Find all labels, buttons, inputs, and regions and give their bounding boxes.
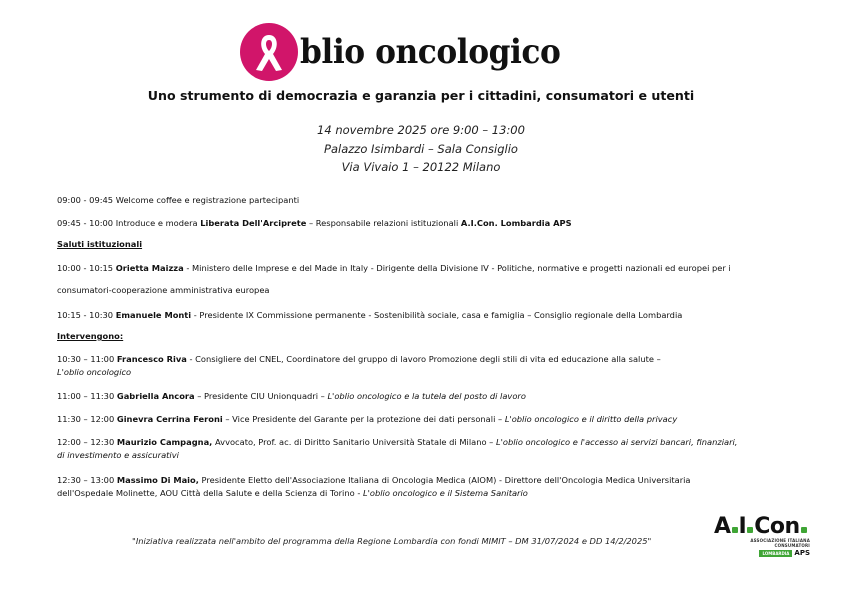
speaker-role: – Presidente CIU Unionquadri – (197, 391, 325, 401)
speaker-org: A.I.Con. Lombardia APS (460, 218, 572, 228)
logo-title: blio oncologico (300, 32, 561, 72)
speaker-role: - Consigliere del CNEL, Coordinatore del gruppo di lavoro Promozione degli stili di vita ed educazione alla salute – (189, 354, 661, 364)
speech-topic: L'oblio oncologico e la tutela del posto di lavoro (327, 391, 526, 401)
green-dot-icon (747, 527, 753, 533)
agenda-text: Introduce e modera (115, 218, 198, 228)
aicon-bottom (714, 549, 810, 557)
agenda-row-speaker5-cont (57, 487, 797, 500)
agenda-time: 10:15 - 10:30 (57, 310, 114, 320)
aicon-aps: APS (794, 549, 810, 557)
event-venue: Palazzo Isimbardi – Sala Consiglio (324, 141, 518, 156)
speaker-role: Presidente Eletto dell'Associazione Italiana di Oncologia Medica (AIOM) - Direttore dell'Oncologia Medica Universitaria (201, 475, 691, 485)
speech-topic: L'oblio oncologico e l'accesso ai servizi bancari, finanziari, (495, 437, 738, 447)
section-speakers: Intervengono: (57, 331, 124, 341)
agenda-row-speaker4 (57, 436, 797, 449)
agenda-row-speaker5 (57, 474, 797, 487)
agenda-time: 11:30 – 12:00 (57, 414, 115, 424)
agenda-row-speaker2 (57, 390, 797, 403)
speaker-name: Gabriella Ancora (116, 391, 195, 401)
agenda-time: 09:45 - 10:00 (57, 218, 114, 228)
agenda-time: 12:00 – 12:30 (57, 437, 115, 447)
aicon-subtitle-2: CONSUMATORI (774, 543, 810, 548)
pink-ribbon-icon (240, 23, 298, 81)
speaker-name: Emanuele Monti (115, 310, 192, 320)
aicon-subtitle-1: ASSOCIAZIONE ITALIANA (750, 538, 810, 543)
speaker-name: Maurizio Campagna, (116, 437, 213, 447)
event-date: 14 novembre 2025 ore 9:00 – 13:00 (317, 123, 525, 137)
event-info (0, 121, 842, 177)
agenda-text: Welcome coffee e registrazione partecipanti (115, 195, 300, 205)
speaker-name: Francesco Riva (116, 354, 187, 364)
speech-topic: di investimento e assicurativi (57, 450, 179, 460)
speaker-role: – Responsabile relazioni istituzionali (308, 218, 459, 228)
agenda-row-greeting1-cont (57, 284, 797, 297)
agenda-row-speaker3 (57, 413, 797, 426)
aicon-region: LOMBARDIA (759, 550, 792, 557)
funding-note: "Iniziativa realizzata nell'ambito del programma della Regione Lombardia con fondi MIMIT – DM 31/07/2024 e DD 14/2/2025" (132, 536, 652, 546)
speaker-role: - Ministero delle Imprese e del Made in Italy - Dirigente della Divisione IV - Politiche, normative e progetti nazionali ed europei per i (186, 263, 731, 273)
aicon-logo (714, 516, 810, 557)
event-logo (240, 24, 583, 80)
agenda-time: 12:30 – 13:00 (57, 475, 115, 485)
event-address: Via Vivaio 1 – 20122 Milano (341, 160, 501, 174)
speech-topic: L'oblio oncologico e il Sistema Sanitario (362, 488, 528, 498)
agenda-row-speaker1-cont (57, 366, 797, 379)
speaker-name: Ginevra Cerrina Feroni (116, 414, 223, 424)
agenda-row-greeting1 (57, 262, 797, 275)
agenda-time: 10:30 – 11:00 (57, 354, 115, 364)
speaker-role: consumatori-cooperazione amministrativa europea (57, 285, 270, 295)
aicon-wordmark: A I Con (714, 516, 810, 538)
speaker-name: Liberata Dell'Arciprete (200, 218, 307, 228)
green-dot-icon (801, 527, 807, 533)
agenda-time: 09:00 - 09:45 (57, 195, 114, 205)
agenda-row-welcome (57, 194, 797, 207)
green-dot-icon (732, 527, 738, 533)
speaker-name: Massimo Di Maio, (116, 475, 199, 485)
speaker-role: - Presidente IX Commissione permanente - Sostenibilità sociale, casa e famiglia – Consiglio regionale della Lombardia (193, 310, 683, 320)
agenda-time: 11:00 – 11:30 (57, 391, 115, 401)
speaker-name: Orietta Maizza (115, 263, 184, 273)
agenda-row-intro (57, 217, 797, 230)
subtitle: Uno strumento di democrazia e garanzia per i cittadini, consumatori e utenti (147, 88, 695, 103)
agenda-row-speaker4-cont (57, 449, 797, 462)
speech-topic: L'oblio oncologico e il diritto della privacy (504, 414, 678, 424)
speech-topic: L'oblio oncologico (57, 367, 132, 377)
agenda-row-speaker1 (57, 353, 797, 366)
speaker-role: Avvocato, Prof. ac. di Diritto Sanitario Università Statale di Milano – (214, 437, 494, 447)
agenda-row-greeting2 (57, 309, 797, 322)
speaker-role: dell'Ospedale Molinette, AOU Città della Salute e della Scienza di Torino - (57, 488, 361, 498)
section-greetings: Saluti istituzionali (57, 239, 143, 249)
agenda-time: 10:00 - 10:15 (57, 263, 114, 273)
speaker-role: – Vice Presidente del Garante per la protezione dei dati personali – (225, 414, 503, 424)
